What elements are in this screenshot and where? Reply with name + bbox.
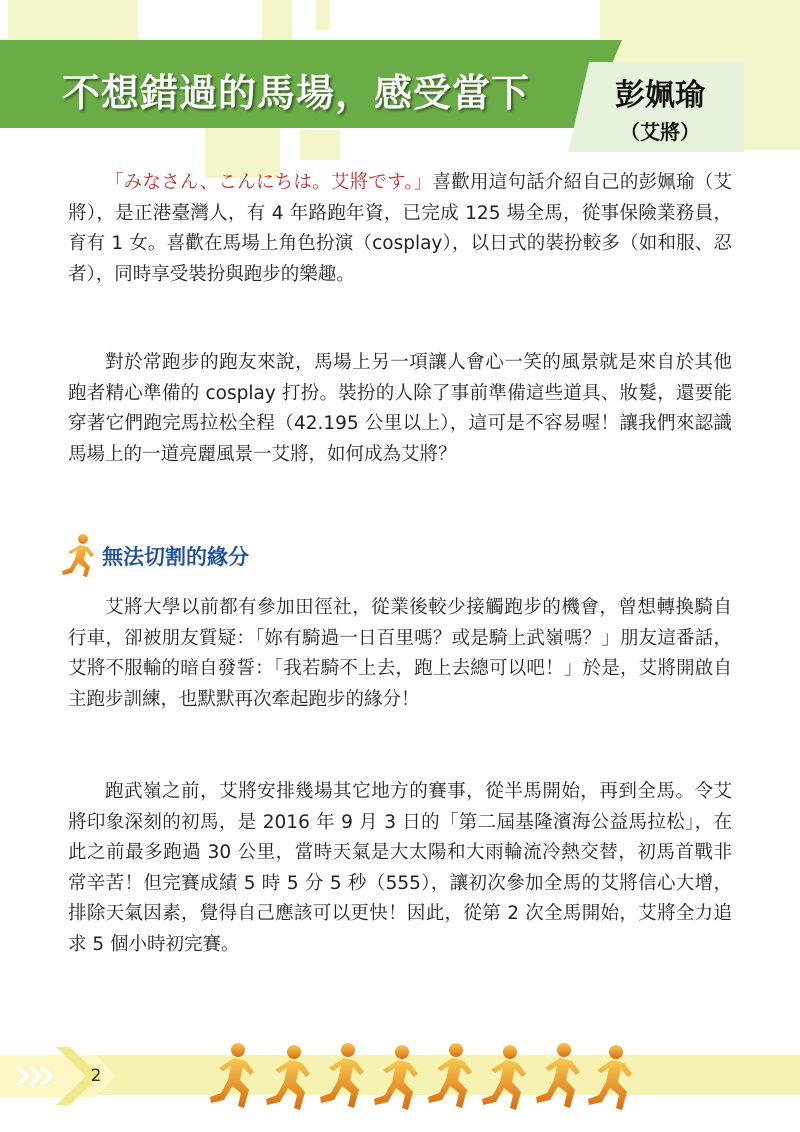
decor-shape: [262, 0, 292, 40]
intro-text: 喜歡用這句話介紹自己的彭姵瑜（艾將），是正港臺灣人，有 4 年路跑年資，已完成 125 場全馬，從事保險業務員，育有 1 女。喜歡在馬場上角色扮演（cosplay），以日式的裝扮較多（如和服、忍者），同時享受裝扮與跑步的樂趣。: [68, 172, 732, 285]
section-title: 無法切割的緣分: [102, 545, 249, 569]
paragraph-origin: 艾將大學以前都有參加田徑社，從業後較少接觸跑步的機會，曾想轉換騎自行車，卻被朋友質疑：「妳有騎過一日百里嗎？或是騎上武嶺嗎？」朋友這番話，艾將不服輸的暗自發誓：「我若騎不上去，跑上去總可以吧！」於是，艾將開啟自主跑步訓練，也默默再次牽起跑步的緣分！: [68, 597, 732, 710]
paragraph-first-marathon: 跑武嶺之前，艾將安排幾場其它地方的賽事，從半馬開始，再到全馬。令艾將印象深刻的初馬，是 2016 年 9 月 3 日的「第二屆基隆濱海公益馬拉松」，在此之前最多跑過 30 公里，當時天氣是大太陽和大雨輪流冷熱交替，初馬首戰非常辛苦！但完賽成績 5 時 5 分 5 秒（555），讓初次參加全馬的艾將信心大增，排除天氣因素，覺得自己應該可以更快！因此，從第 2 次全馬開始，艾將全力追求 5 個小時初完賽。: [68, 781, 732, 955]
decor-shape: [8, 0, 138, 40]
author-name: 彭姵瑜: [615, 78, 705, 113]
intro-quote: 「みなさん、こんにちは。艾將です。」: [105, 172, 433, 193]
page-title: 不想錯過的馬場，感受當下: [62, 71, 531, 115]
decor-shape: [316, 0, 330, 30]
section-heading: [58, 533, 358, 581]
running-figures-icon: [200, 1036, 640, 1120]
decor-shape: [300, 130, 340, 160]
page-number: 2: [90, 1066, 102, 1086]
paragraph-cosplay: 對於常跑步的跑友來說，馬場上另一項讓人會心一笑的風景就是來自於其他跑者精心準備的 cosplay 打扮。裝扮的人除了事前準備這些道具、妝髮，還要能穿著它們跑完馬拉松全程（42.195 公里以上），這可是不容易喔！讓我們來認識馬場上的一道亮麗風景一艾將，如何成為艾將？: [68, 352, 732, 465]
author-nickname: （艾將）: [620, 120, 700, 144]
paragraph-intro: [68, 168, 732, 290]
runner-icon: [58, 533, 98, 581]
